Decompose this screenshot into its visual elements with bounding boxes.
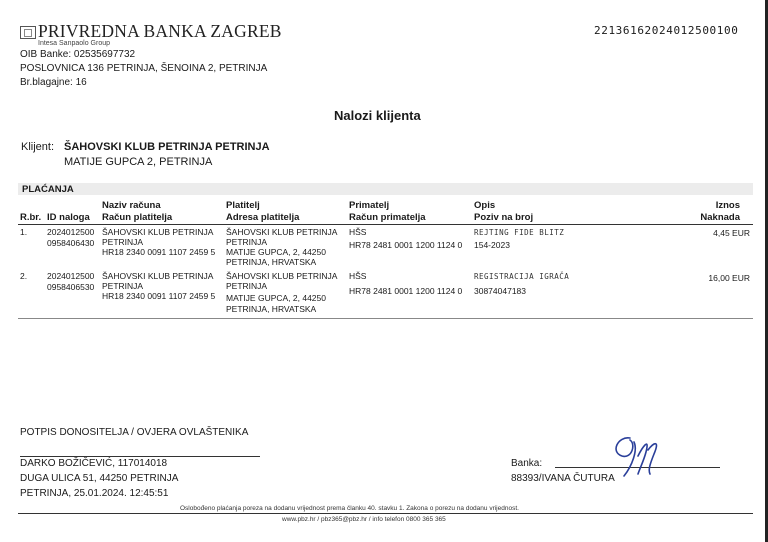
row-id-line2: 0958406430 — [47, 238, 95, 248]
header-racun-platitelja: Račun platitelja — [102, 212, 173, 223]
row-naziv-line2: PETRINJA — [102, 281, 144, 291]
row-adresa-line1: MATIJE GUPCA, 2, 44250 — [226, 293, 326, 303]
row-racun-platitelja: HR18 2340 0091 1107 2459 5 — [102, 291, 216, 301]
header-naziv: Naziv računa — [102, 200, 161, 211]
bank-oib: OIB Banke: 02535697732 — [20, 49, 136, 60]
row-naziv-line1: ŠAHOVSKI KLUB PETRINJA — [102, 271, 214, 281]
row-iznos: 4,45 EUR — [713, 228, 750, 238]
row-id-line1: 2024012500 — [47, 271, 95, 281]
section-band — [18, 183, 753, 195]
bank-group: Intesa Sanpaolo Group — [38, 40, 110, 47]
row-primatelj: HŠS — [349, 271, 367, 281]
header-adresa-platitelja: Adresa platitelja — [226, 212, 300, 223]
header-naknada: Naknada — [700, 212, 740, 223]
signing-datetime: PETRINJA, 25.01.2024. 12:45:51 — [20, 488, 169, 499]
header-platitelj: Platitelj — [226, 200, 260, 211]
cashbox-number: Br.blagajne: 16 — [20, 77, 87, 88]
page-title: Nalozi klijenta — [334, 108, 421, 123]
header-id: ID naloga — [47, 212, 90, 223]
handwritten-signature — [608, 430, 668, 480]
row-rbr: 1. — [20, 227, 28, 237]
row-opis: REGISTRACIJA IGRAČA — [474, 272, 570, 281]
signature-line — [20, 456, 260, 457]
row-id-line2: 0958406530 — [47, 282, 95, 292]
row-platitelj-line2: PETRINJA — [226, 237, 268, 247]
bank-logo-icon — [20, 26, 36, 39]
footer-rule — [18, 513, 753, 514]
row-racun-primatelja: HR78 2481 0001 1200 1124 0 — [349, 240, 463, 250]
row-poziv: 154-2023 — [474, 240, 510, 250]
bank-label: Banka: — [511, 458, 543, 469]
row-platitelj-line1: ŠAHOVSKI KLUB PETRINJA — [226, 227, 338, 237]
row-adresa-line1: MATIJE GUPCA, 2, 44250 — [226, 247, 326, 257]
row-racun-platitelja: HR18 2340 0091 1107 2459 5 — [102, 247, 216, 257]
signer-name: DARKO BOŽIČEVIĆ, 117014018 — [20, 458, 168, 469]
row-adresa-line2: PETRINJA, HRVATSKA — [226, 257, 317, 267]
header-poziv: Poziv na broj — [474, 212, 534, 223]
row-primatelj: HŠS — [349, 227, 367, 237]
contact-info: www.pbz.hr / pbz365@pbz.hr / info telefon 0800 365 365 — [282, 516, 446, 523]
document-number: 22136162024012500100 — [594, 24, 739, 37]
row-rbr: 2. — [20, 271, 28, 281]
signer-address: DUGA ULICA 51, 44250 PETRINJA — [20, 473, 179, 484]
header-iznos: Iznos — [715, 200, 740, 211]
row-naziv-line1: ŠAHOVSKI KLUB PETRINJA — [102, 227, 214, 237]
row-racun-primatelja: HR78 2481 0001 1200 1124 0 — [349, 286, 463, 296]
bank-clerk: 88393/IVANA ČUTURA — [511, 473, 615, 484]
header-rule — [18, 224, 753, 225]
signature-label: POTPIS DONOSITELJA / OVJERA OVLAŠTENIKA — [20, 427, 249, 438]
row-id-line1: 2024012500 — [47, 227, 95, 237]
client-label: Klijent: — [21, 141, 55, 153]
row-naziv-line2: PETRINJA — [102, 237, 144, 247]
bank-branch: POSLOVNICA 136 PETRINJA, ŠENOINA 2, PETRINJA — [20, 63, 268, 74]
table-bottom-rule — [18, 318, 753, 319]
bank-name: PRIVREDNA BANKA ZAGREB — [38, 21, 282, 41]
row-poziv: 30874047183 — [474, 286, 527, 296]
tax-note: Oslobođeno plaćanja poreza na dodanu vrijednost prema članku 40. stavku 1. Zakona o porezu na dodanu vrijednost. — [180, 505, 519, 512]
row-opis: REJTING FIDE BLITZ — [474, 228, 565, 237]
header-racun-primatelja: Račun primatelja — [349, 212, 426, 223]
client-name: ŠAHOVSKI KLUB PETRINJA PETRINJA — [64, 141, 270, 153]
row-adresa-line2: PETRINJA, HRVATSKA — [226, 304, 317, 314]
header-primatelj: Primatelj — [349, 200, 390, 211]
client-address: MATIJE GUPCA 2, PETRINJA — [64, 156, 213, 168]
row-platitelj-line1: ŠAHOVSKI KLUB PETRINJA — [226, 271, 338, 281]
header-opis: Opis — [474, 200, 496, 211]
row-iznos: 16,00 EUR — [708, 273, 750, 283]
header-rbr: R.br. — [20, 212, 42, 223]
section-title: PLAĆANJA — [22, 184, 74, 195]
row-platitelj-line2: PETRINJA — [226, 281, 268, 291]
